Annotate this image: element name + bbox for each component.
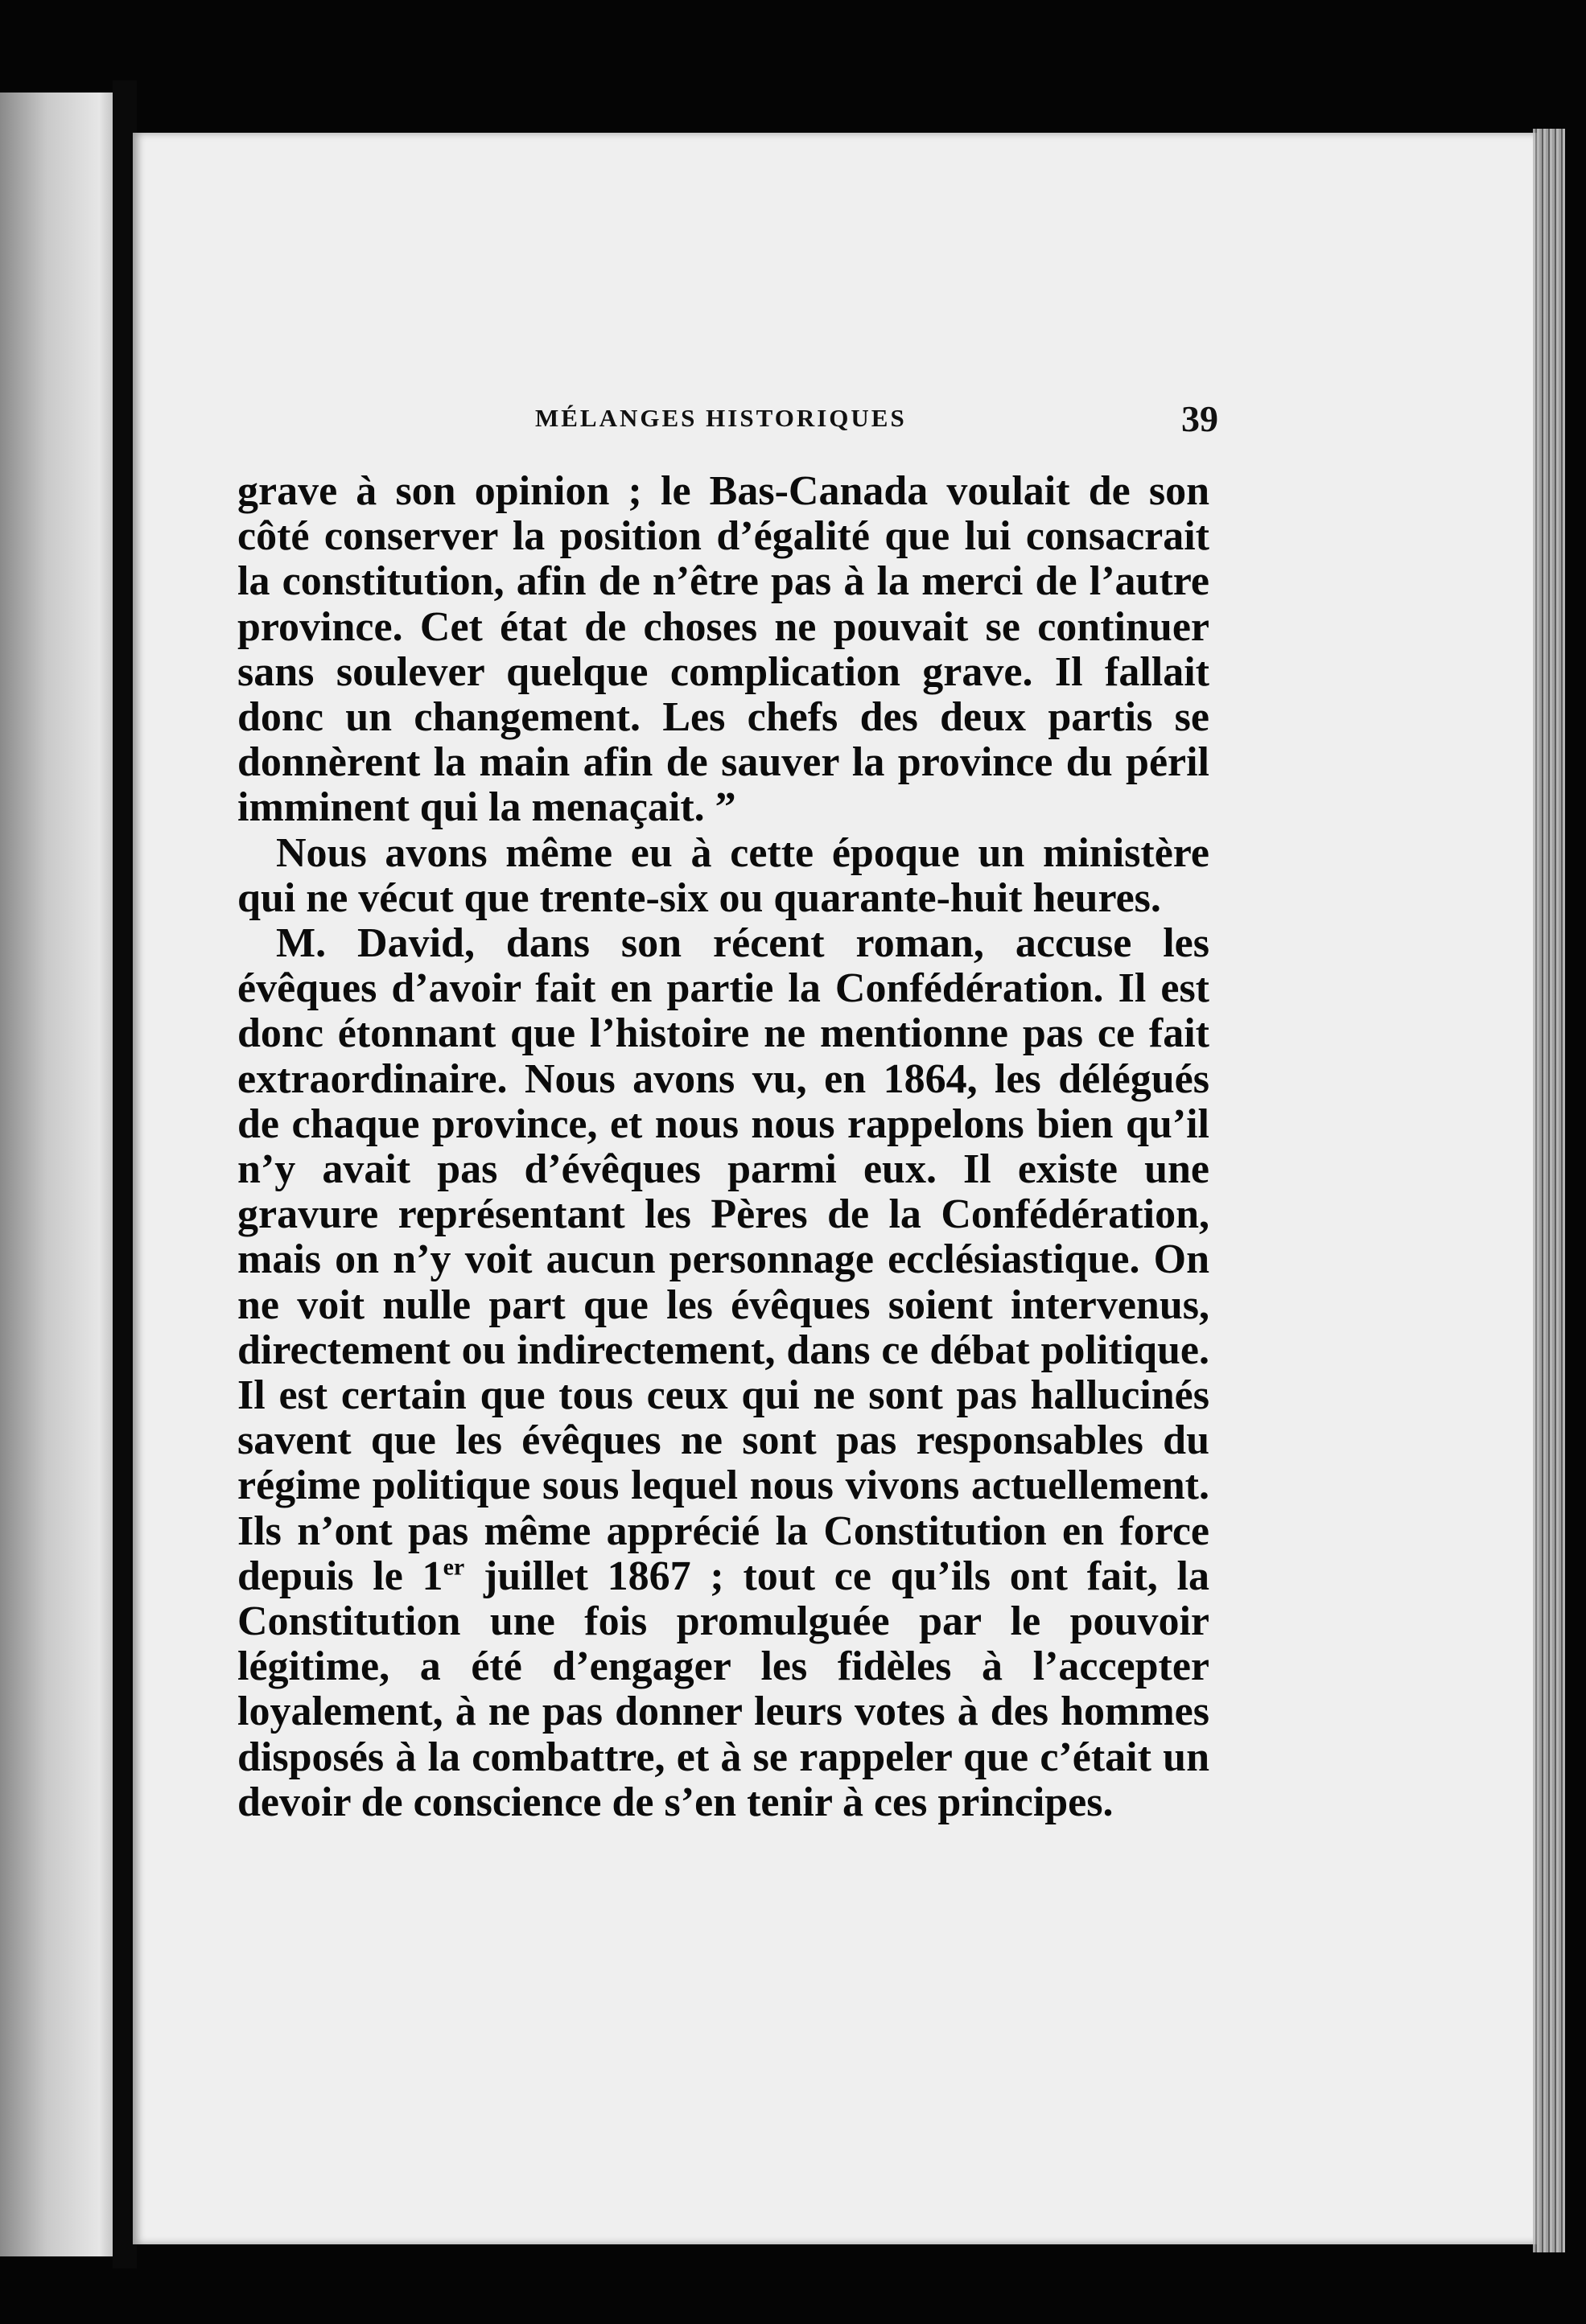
running-head: MÉLANGES HISTORIQUES [535,404,907,432]
page-number: 39 [1181,398,1218,439]
paragraph-2: Nous avons même eu à cette époque un ministère qui ne vécut que trente-six ou quarante-huit heures. [237,829,1209,921]
facing-page-edge [0,93,117,2256]
page-stack-edge [1533,129,1565,2252]
paragraph-3-end: juillet 1867 ; tout ce qu’ils ont fait, la Constitution une fois promulguée par le pouvoir légitime, a été d’engager les fidèles à l’accepter loyalement, à ne pas donner leurs votes à des hommes disposés à la combattre, et à se rappeler que c’était un devoir de conscience de s’en tenir à ces principes. [237,1553,1209,1825]
paragraph-3 [237,921,1209,1825]
body-text [237,469,1209,1825]
ordinal-superscript: er [443,1553,465,1581]
paragraph-1: grave à son opinion ; le Bas-Canada voulait de son côté conserver la position d’égalité que lui consacrait la constitution, afin de n’être pas à la merci de l’autre province. Cet état de choses ne pouvait se continuer sans soulever quelque complication grave. Il fallait donc un changement. Les chefs des deux partis se donnèrent la main afin de sauver la province du péril imminent qui la menaçait. ” [237,468,1209,831]
paragraph-3-start: M. David, dans son récent roman, accuse les évêques d’avoir fait en partie la Confédération. Il est donc étonnant que l’histoire ne mentionne pas ce fait extraordinaire. Nous avons vu, en 1864, les délégués de chaque province, et nous nous rappelons bien qu’il n’y avait pas d’évêques parmi eux. Il existe une gravure représentant les Pères de la Confédération, mais on n’y voit aucun personnage ecclésiastique. On ne voit nulle part que les évêques soient intervenus, directement ou indirectement, dans ce débat politique. Il est certain que tous ceux qui ne sont pas hallucinés savent que les évêques ne sont pas responsables du régime politique sous lequel nous vivons actuellement. Ils n’ont pas même apprécié la Constitution en force depuis le 1 [237,920,1209,1599]
